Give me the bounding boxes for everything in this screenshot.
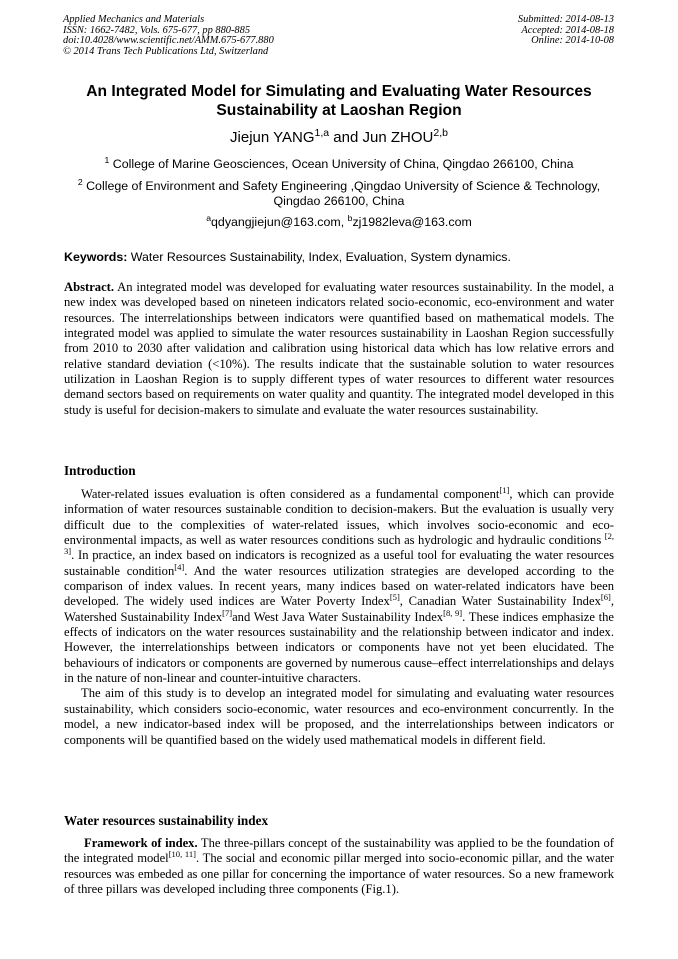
text-run: . In practice, an index based on indicators is recognized as a useful tool for evaluating the water resources sustainable condition bbox=[64, 548, 614, 578]
text-run: . The social and economic pillar merged into socio-economic pillar, and the water resources was embeded as one pillar for concerning the importance of water resources. So a new framework of three pillars was developed including three components (Fig.1). bbox=[64, 851, 614, 897]
paper-title bbox=[60, 82, 618, 120]
wrs-index-body bbox=[64, 836, 614, 897]
citation: [5] bbox=[389, 592, 400, 603]
journal-doi: doi:10.4028/www.scientific.net/AMM.675-677.880 bbox=[63, 35, 274, 47]
submitted-date: Submitted: 2014-08-13 bbox=[517, 14, 614, 25]
text-run: Water-related issues evaluation is often considered as a fundamental component bbox=[81, 487, 500, 501]
introduction-body bbox=[64, 484, 615, 748]
journal-copyright: © 2014 Trans Tech Publications Ltd, Switzerland bbox=[63, 45, 269, 57]
email-b: zj1982leva@163.com bbox=[352, 215, 472, 229]
author-2: Jun ZHOU bbox=[362, 129, 434, 146]
title-line-1: An Integrated Model for Simulating and Evaluating Water Resources bbox=[86, 83, 592, 100]
abstract bbox=[64, 280, 614, 418]
text-run: The three-pillars concept of the sustainability was applied to be the foundation of the integrated model bbox=[64, 836, 614, 866]
affiliation-1 bbox=[60, 154, 618, 172]
introduction-paragraph-1 bbox=[64, 484, 615, 686]
framework-subheading: Framework of index. bbox=[84, 836, 198, 850]
citation: [6] bbox=[600, 592, 611, 603]
email-a: qdyangjiejun@163.com, bbox=[211, 215, 348, 229]
title-line-2: Sustainability at Laoshan Region bbox=[216, 102, 462, 119]
keywords-text: Water Resources Sustainability, Index, Evaluation, System dynamics. bbox=[127, 250, 511, 264]
text-run: , Canadian Water Sustainability Index bbox=[399, 594, 601, 609]
text-run: , which can provide information of water resources sustainable condition to decision-makers. But the evaluation is usually very difficult due to the complexities of water-related issues, which involves socio-economic and eco-environmental impacts, as well as water resources conditions such as hydrologic and hydraulic conditions bbox=[64, 487, 614, 548]
introduction-paragraph-2: The aim of this study is to develop an integrated model for simulating and evaluating water resources sustainability, which considers socio-economic, water resources and eco-environment concurrently. In the model, a new indicator-based index will be proposed, and the interrelationships between indicators or components will be quantified based on the widely used mathematical models in different field. bbox=[64, 686, 614, 747]
citation: [2, 3] bbox=[64, 530, 614, 557]
text-run: . These indices emphasize the effects of indicators on the water resources sustainability and the relationship between indicator and index. However, the interrelationships between indicators or components have not yet been elucidated. The behaviours of indicators or components are governed by numerous cause–effect interrelationships and delays in the nature of non-linear and counter-intuitive characters. bbox=[64, 609, 615, 686]
wrs-index-heading: Water resources sustainability index bbox=[64, 813, 269, 828]
accepted-date: Accepted: 2014-08-18 bbox=[521, 24, 614, 36]
citation: [1] bbox=[499, 484, 510, 495]
journal-name: Applied Mechanics and Materials bbox=[63, 14, 205, 25]
keywords bbox=[64, 250, 614, 265]
text-run: . And the water resources utilization strategies are developed according to the comparison of index values. In recent years, many indices based on water-related indicators have been developed. The widely used indices are Water Poverty Index bbox=[64, 563, 614, 609]
author-emails bbox=[60, 212, 618, 230]
email-a-mark: a bbox=[206, 212, 212, 223]
email-b-mark: b bbox=[347, 212, 353, 223]
citation: [7] bbox=[222, 607, 233, 618]
citation: [4] bbox=[174, 561, 185, 572]
text-run: , Watershed Sustainability Index bbox=[64, 594, 614, 624]
affiliation-2-text-line-1: College of Environment and Safety Engineering ,Qingdao University of Science & Technology, bbox=[82, 179, 601, 193]
journal-issn: ISSN: 1662-7482, Vols. 675-677, pp 880-885 bbox=[63, 24, 251, 36]
author-list bbox=[60, 129, 618, 147]
citation: [10, 11] bbox=[168, 849, 197, 860]
text-run: and West Java Water Sustainability Index bbox=[232, 609, 444, 624]
affiliation-1-text: College of Marine Geosciences, Ocean University of China, Qingdao 266100, China bbox=[109, 157, 574, 171]
affiliation-2 bbox=[60, 176, 618, 209]
affiliation-2-number: 2 bbox=[77, 176, 83, 187]
online-date: Online: 2014-10-08 bbox=[531, 35, 614, 47]
author-conjunction: and bbox=[329, 129, 363, 146]
author-2-affiliation-mark: 2,b bbox=[433, 127, 448, 139]
abstract-text: An integrated model was developed for evaluating water resources sustainability. In the model, a new index was developed based on nineteen indicators related socio-economic, eco-environment and water resources. The interrelationships between indicators were quantified based on mathematical models. The integrated model was applied to simulate the water resources sustainability in Laoshan Region successfully from 2010 to 2030 after validation and calibration using historical data which has low relative errors and relative standard deviation (<10%). The results indicate that the sustainable solution to water resources utilization in Laoshan Region is to supply different types of water resources to different water resources demand sectors based on requirements on water quality and quantity. The integrated model developed in this study is useful for decision-makers to simulate and evaluate the water resources sustainability. bbox=[64, 280, 614, 417]
author-1-affiliation-mark: 1,a bbox=[314, 127, 330, 139]
citation: [8, 9] bbox=[443, 607, 463, 618]
keywords-label: Keywords: bbox=[64, 250, 128, 264]
introduction-heading: Introduction bbox=[64, 463, 136, 478]
submission-dates bbox=[518, 15, 614, 47]
author-1: Jiejun YANG bbox=[230, 129, 315, 146]
affiliation-2-text-line-2: Qingdao 266100, China bbox=[273, 194, 405, 208]
framework-paragraph bbox=[64, 836, 614, 897]
journal-info bbox=[63, 15, 274, 57]
abstract-label: Abstract. bbox=[64, 280, 115, 294]
affiliation-1-number: 1 bbox=[104, 154, 110, 165]
